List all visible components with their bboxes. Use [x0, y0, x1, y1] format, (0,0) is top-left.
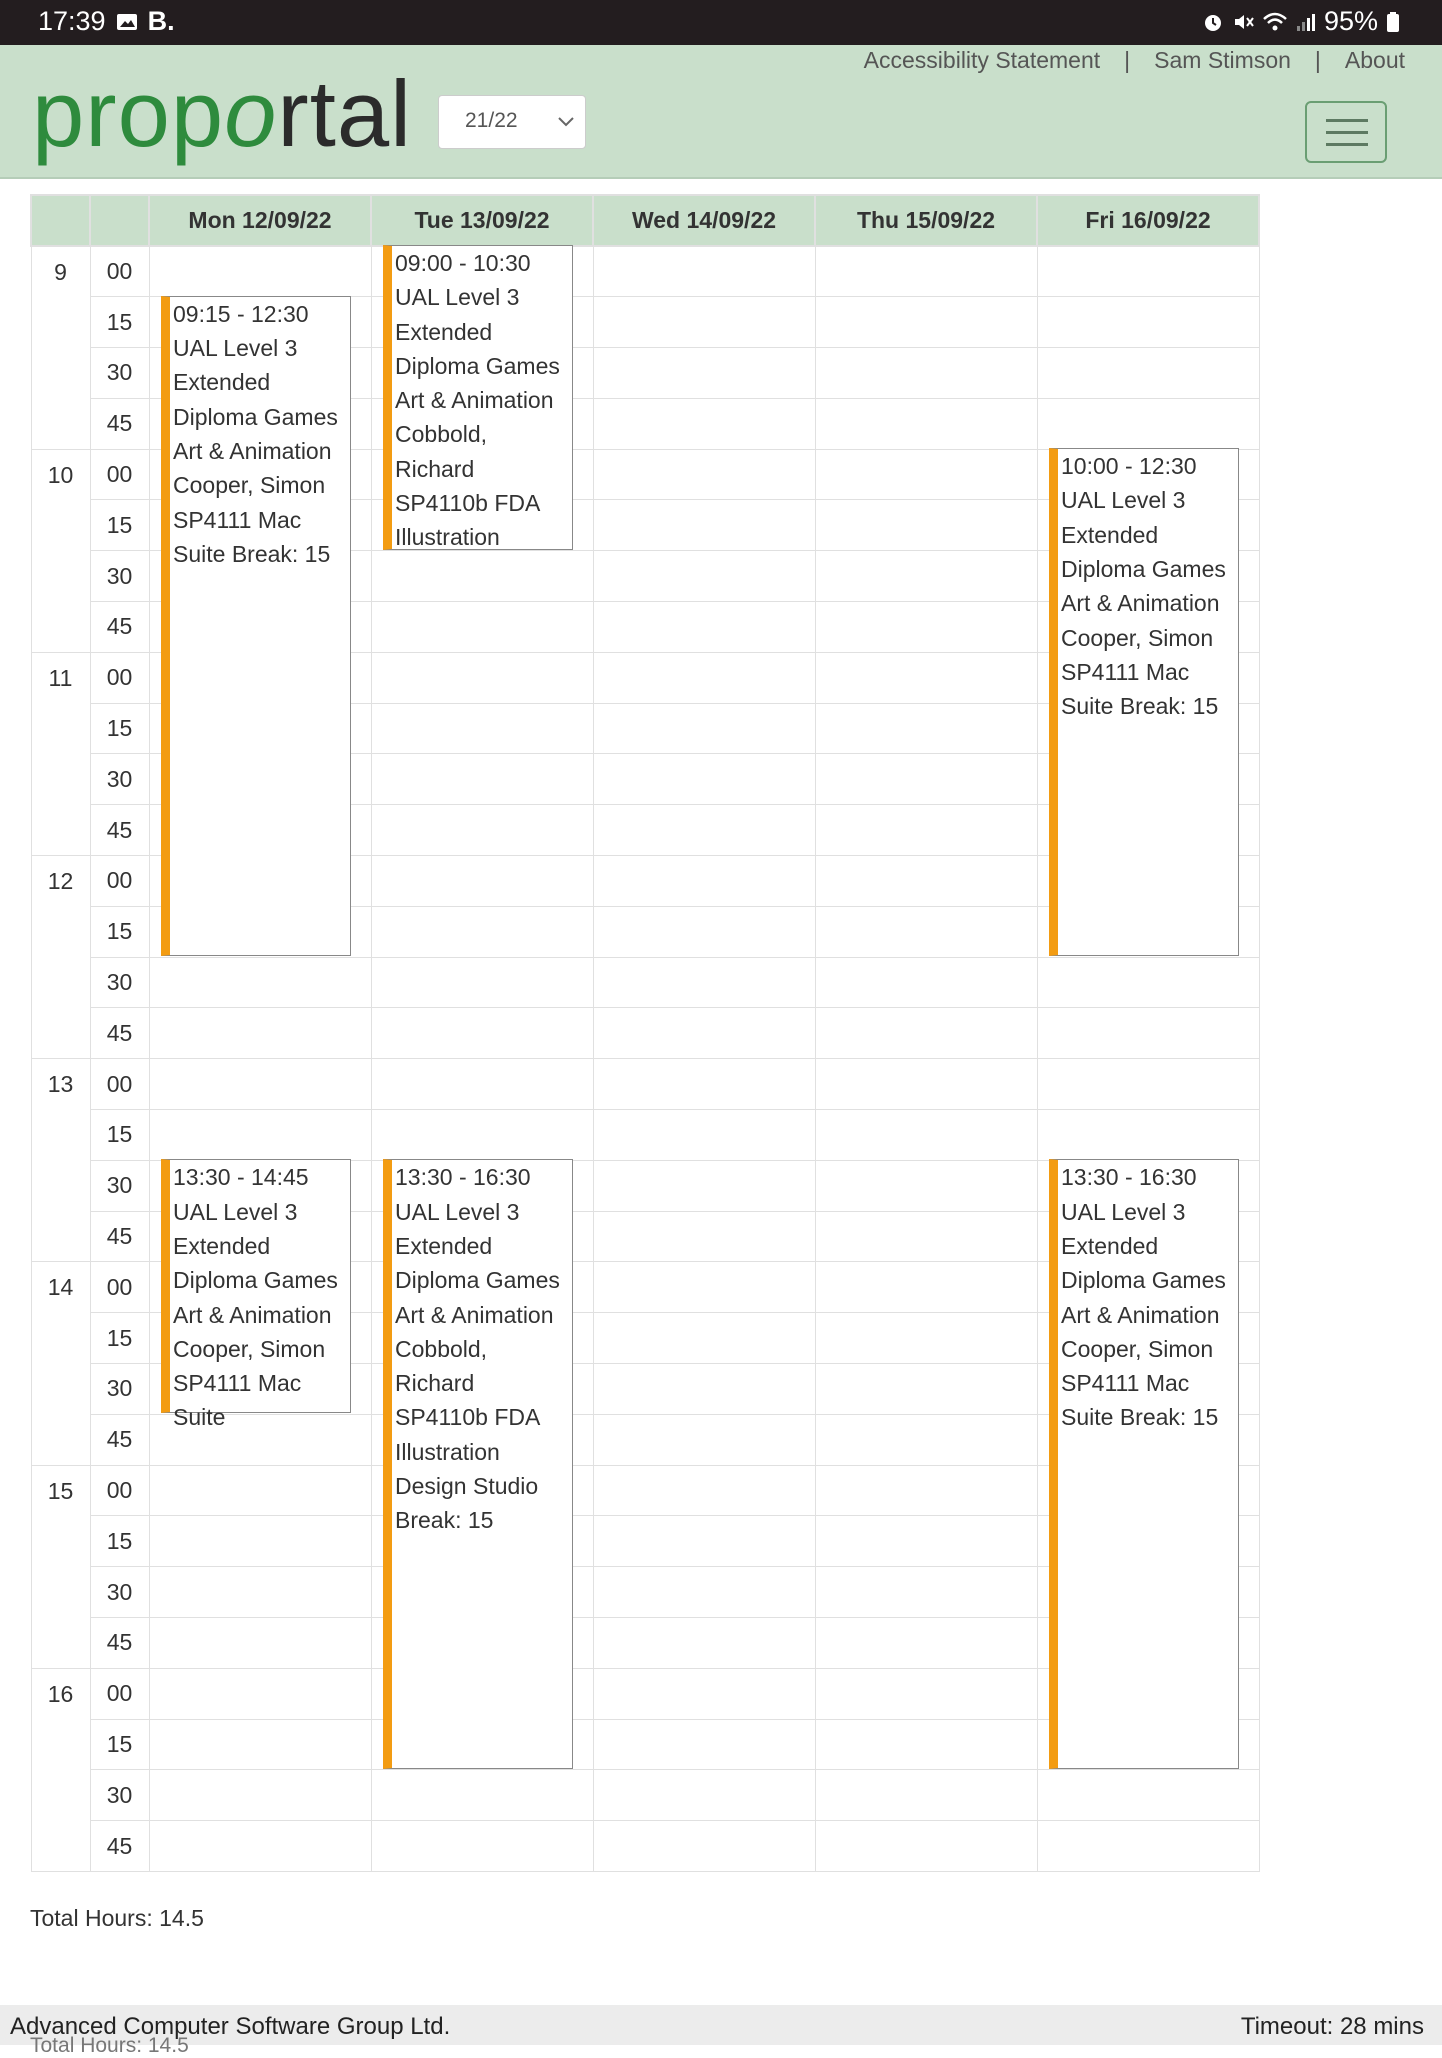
slot-cell[interactable] [593, 246, 815, 297]
minute-label: 00 [90, 652, 149, 703]
slot-cell[interactable] [815, 1618, 1037, 1669]
minute-label: 00 [90, 1465, 149, 1516]
minute-label: 00 [90, 1059, 149, 1110]
slot-cell[interactable] [593, 1414, 815, 1465]
mute-icon [1232, 11, 1254, 33]
accessibility-link[interactable]: Accessibility Statement [863, 47, 1101, 73]
slot-cell[interactable] [815, 652, 1037, 703]
slot-cell[interactable] [593, 1719, 815, 1770]
slot-cell[interactable] [593, 703, 815, 754]
corner-cell [90, 195, 149, 246]
timetable-event[interactable] [1049, 448, 1239, 956]
slot-cell[interactable] [371, 1110, 593, 1161]
minute-label: 00 [90, 856, 149, 907]
slot-cell[interactable] [149, 1770, 371, 1821]
minute-label: 30 [90, 957, 149, 1008]
slot-cell[interactable] [815, 246, 1037, 297]
slot-cell[interactable] [149, 1059, 371, 1110]
event-detail: UAL Level 3 [173, 335, 298, 362]
event-time: 13:30 - 16:30 [395, 1164, 531, 1191]
wifi-icon [1262, 11, 1288, 33]
slot-cell[interactable] [593, 1160, 815, 1211]
slot-cell[interactable] [149, 1465, 371, 1516]
time-row [31, 1008, 1259, 1059]
event-detail: Richard [395, 455, 475, 482]
top-links [864, 47, 1405, 74]
event-detail: Design Studio [395, 1473, 539, 1500]
slot-cell[interactable] [593, 500, 815, 551]
minute-label: 30 [90, 1567, 149, 1618]
minute-label: 45 [90, 602, 149, 653]
event-detail: Extended [1061, 1232, 1159, 1259]
day-header: Wed 14/09/22 [593, 195, 815, 246]
slot-cell[interactable] [815, 1516, 1037, 1567]
time-row [31, 957, 1259, 1008]
event-time: 09:15 - 12:30 [173, 300, 309, 327]
minute-label: 30 [90, 1770, 149, 1821]
slot-cell[interactable] [149, 957, 371, 1008]
slot-cell[interactable] [593, 1059, 815, 1110]
slot-cell[interactable] [371, 1770, 593, 1821]
event-time: 13:30 - 16:30 [1061, 1164, 1197, 1191]
signal-icon [1296, 12, 1316, 32]
slot-cell[interactable] [815, 1211, 1037, 1262]
minute-label: 15 [90, 906, 149, 957]
event-detail: UAL Level 3 [395, 284, 520, 311]
event-detail: Art & Animation [173, 1301, 332, 1328]
slot-cell[interactable] [1037, 957, 1259, 1008]
minute-label: 45 [90, 1821, 149, 1872]
event-detail: UAL Level 3 [1061, 1198, 1186, 1225]
event-detail: Diploma Games [1061, 1267, 1226, 1294]
event-detail: Art & Animation [395, 1301, 554, 1328]
slot-cell[interactable] [815, 1719, 1037, 1770]
event-detail: Art & Animation [1061, 590, 1220, 617]
slot-cell[interactable] [815, 1059, 1037, 1110]
day-header: Fri 16/09/22 [1037, 195, 1259, 246]
slot-cell[interactable] [593, 1618, 815, 1669]
event-detail: Illustration [395, 1438, 500, 1465]
timetable-event[interactable] [161, 1159, 351, 1431]
event-detail: SP4110b FDA [395, 490, 541, 517]
slot-cell[interactable] [815, 1770, 1037, 1821]
slot-cell[interactable] [371, 1008, 593, 1059]
event-detail: Art & Animation [1061, 1301, 1220, 1328]
day-header: Mon 12/09/22 [149, 195, 371, 246]
slot-cell[interactable] [593, 1770, 815, 1821]
slot-cell[interactable] [593, 1211, 815, 1262]
slot-cell[interactable] [815, 906, 1037, 957]
time-row [31, 246, 1259, 297]
minute-label: 15 [90, 1516, 149, 1567]
slot-cell[interactable] [593, 906, 815, 957]
slot-cell[interactable] [593, 398, 815, 449]
event-time: 13:30 - 14:45 [173, 1164, 309, 1191]
slot-cell[interactable] [815, 500, 1037, 551]
slot-cell[interactable] [593, 1008, 815, 1059]
slot-cell[interactable] [815, 1364, 1037, 1415]
slot-cell[interactable] [1037, 348, 1259, 399]
proportal-logo[interactable]: proportal [32, 61, 413, 166]
slot-cell[interactable] [815, 348, 1037, 399]
slot-cell[interactable] [1037, 297, 1259, 348]
event-detail: Suite Break: 15 [173, 540, 331, 567]
slot-cell[interactable] [1037, 1008, 1259, 1059]
slot-cell[interactable] [1037, 1059, 1259, 1110]
slot-cell[interactable] [593, 805, 815, 856]
event-detail: Cooper, Simon [1061, 624, 1214, 651]
minute-label: 30 [90, 754, 149, 805]
slot-cell[interactable] [149, 1110, 371, 1161]
event-detail: Illustration [395, 524, 500, 551]
slot-cell[interactable] [815, 805, 1037, 856]
day-header: Thu 15/09/22 [815, 195, 1037, 246]
slot-cell[interactable] [1037, 246, 1259, 297]
slot-cell[interactable] [593, 1821, 815, 1872]
slot-cell[interactable] [815, 398, 1037, 449]
minute-label: 45 [90, 398, 149, 449]
year-select[interactable] [438, 95, 586, 149]
year-select-value: 21/22 [465, 109, 518, 132]
event-detail: Break: 15 [395, 1507, 494, 1534]
slot-cell[interactable] [815, 297, 1037, 348]
slot-cell[interactable] [815, 1160, 1037, 1211]
minute-label: 15 [90, 500, 149, 551]
event-detail: UAL Level 3 [1061, 487, 1186, 514]
slot-cell[interactable] [593, 1668, 815, 1719]
slot-cell[interactable] [815, 1465, 1037, 1516]
event-detail: Suite [173, 1404, 226, 1431]
slot-cell[interactable] [593, 1313, 815, 1364]
slot-cell[interactable] [593, 856, 815, 907]
timetable-event[interactable] [161, 296, 351, 956]
chevron-down-icon [557, 106, 575, 134]
session-timeout: Timeout: 28 mins [1240, 2013, 1424, 2040]
time-row [31, 1059, 1259, 1110]
b-icon: B. [147, 6, 175, 36]
event-detail: Cooper, Simon [173, 472, 326, 499]
slot-cell[interactable] [815, 602, 1037, 653]
minute-label: 45 [90, 1414, 149, 1465]
user-name-link[interactable]: Sam Stimson [1154, 47, 1291, 73]
hour-label: 10 [31, 449, 90, 652]
slot-cell[interactable] [371, 551, 593, 602]
battery-level: 95% [1323, 6, 1378, 36]
minute-label: 45 [90, 1008, 149, 1059]
status-bar [0, 0, 1442, 45]
event-detail: Richard [395, 1370, 475, 1397]
slot-cell[interactable] [815, 754, 1037, 805]
slot-cell[interactable] [815, 449, 1037, 500]
minute-label: 45 [90, 1211, 149, 1262]
app-header [0, 45, 1442, 179]
hour-label: 12 [31, 856, 90, 1059]
event-detail: SP4111 Mac [1061, 658, 1190, 685]
link-separator: | [1314, 47, 1321, 73]
event-detail: Cooper, Simon [173, 1335, 326, 1362]
slot-cell[interactable] [371, 703, 593, 754]
event-time: 10:00 - 12:30 [1061, 453, 1197, 480]
company-name: Advanced Computer Software Group Ltd. [10, 2013, 451, 2040]
slot-cell[interactable] [371, 754, 593, 805]
timetable-event[interactable] [383, 245, 573, 550]
timetable-event[interactable] [383, 1159, 573, 1769]
status-time: 17:39 [38, 6, 106, 36]
minute-label: 00 [90, 1668, 149, 1719]
slot-cell[interactable] [371, 805, 593, 856]
event-detail: Diploma Games [1061, 556, 1226, 583]
slot-cell[interactable] [815, 1414, 1037, 1465]
slot-cell[interactable] [149, 1821, 371, 1872]
event-detail: Suite Break: 15 [1061, 1404, 1219, 1431]
corner-cell [31, 195, 90, 246]
slot-cell[interactable] [593, 1465, 815, 1516]
event-detail: Diploma Games [173, 403, 338, 430]
footer [0, 2005, 1442, 2045]
slot-cell[interactable] [371, 906, 593, 957]
event-detail: UAL Level 3 [173, 1198, 298, 1225]
about-link[interactable]: About [1344, 47, 1405, 73]
time-row [31, 1770, 1259, 1821]
time-row [31, 1110, 1259, 1161]
slot-cell[interactable] [1037, 1770, 1259, 1821]
slot-cell[interactable] [815, 1313, 1037, 1364]
slot-cell[interactable] [593, 551, 815, 602]
slot-cell[interactable] [149, 1719, 371, 1770]
slot-cell[interactable] [149, 246, 371, 297]
slot-cell[interactable] [371, 856, 593, 907]
slot-cell[interactable] [593, 1262, 815, 1313]
slot-cell[interactable] [593, 754, 815, 805]
slot-cell[interactable] [149, 1618, 371, 1669]
event-detail: Cobbold, [395, 1335, 488, 1362]
slot-cell[interactable] [815, 957, 1037, 1008]
gallery-icon [116, 12, 138, 32]
minute-label: 00 [90, 246, 149, 297]
minute-label: 00 [90, 449, 149, 500]
slot-cell[interactable] [593, 602, 815, 653]
slot-cell[interactable] [1037, 398, 1259, 449]
event-detail: Art & Animation [173, 437, 332, 464]
slot-cell[interactable] [371, 1821, 593, 1872]
slot-cell[interactable] [149, 1668, 371, 1719]
slot-cell[interactable] [149, 1567, 371, 1618]
slot-cell[interactable] [371, 602, 593, 653]
slot-cell[interactable] [593, 652, 815, 703]
total-hours-overlap: Total Hours: 14.5 [30, 2034, 189, 2057]
event-detail: Cobbold, [395, 421, 488, 448]
event-detail: Diploma Games [173, 1267, 338, 1294]
time-row [31, 1821, 1259, 1872]
slot-cell[interactable] [1037, 1110, 1259, 1161]
menu-button[interactable] [1305, 101, 1387, 163]
hour-label: 13 [31, 1059, 90, 1262]
slot-cell[interactable] [815, 1262, 1037, 1313]
slot-cell[interactable] [371, 652, 593, 703]
slot-cell[interactable] [593, 348, 815, 399]
hour-label: 9 [31, 246, 90, 449]
timetable-event[interactable] [1049, 1159, 1239, 1769]
event-detail: Extended [395, 318, 493, 345]
event-detail: Extended [173, 1232, 271, 1259]
event-detail: Cooper, Simon [1061, 1335, 1214, 1362]
minute-label: 00 [90, 1262, 149, 1313]
link-separator: | [1124, 47, 1131, 73]
slot-cell[interactable] [593, 1516, 815, 1567]
event-detail: SP4111 Mac [173, 1370, 302, 1397]
event-detail: Extended [1061, 521, 1159, 548]
menu-icon [1326, 119, 1368, 122]
hour-label: 16 [31, 1668, 90, 1871]
event-detail: Art & Animation [395, 387, 554, 414]
slot-cell[interactable] [815, 856, 1037, 907]
minute-label: 30 [90, 348, 149, 399]
event-detail: Diploma Games [395, 1267, 560, 1294]
hour-label: 14 [31, 1262, 90, 1465]
event-detail: SP4111 Mac [1061, 1370, 1190, 1397]
minute-label: 15 [90, 297, 149, 348]
minute-label: 30 [90, 1364, 149, 1415]
minute-label: 15 [90, 1719, 149, 1770]
battery-icon [1386, 11, 1400, 33]
event-detail: Extended [173, 369, 271, 396]
slot-cell[interactable] [593, 297, 815, 348]
event-detail: Diploma Games [395, 352, 560, 379]
total-hours: Total Hours: 14.5 [30, 1905, 204, 1931]
slot-cell[interactable] [593, 1364, 815, 1415]
minute-label: 15 [90, 1313, 149, 1364]
minute-label: 15 [90, 1110, 149, 1161]
minute-label: 15 [90, 703, 149, 754]
slot-cell[interactable] [593, 449, 815, 500]
minute-label: 30 [90, 551, 149, 602]
minute-label: 30 [90, 1160, 149, 1211]
timetable-header-row [31, 195, 1259, 246]
slot-cell[interactable] [593, 1567, 815, 1618]
slot-cell[interactable] [371, 957, 593, 1008]
slot-cell[interactable] [815, 1668, 1037, 1719]
minute-label: 45 [90, 1618, 149, 1669]
event-detail: UAL Level 3 [395, 1198, 520, 1225]
hour-label: 15 [31, 1465, 90, 1668]
minute-label: 45 [90, 805, 149, 856]
slot-cell[interactable] [815, 1567, 1037, 1618]
event-time: 09:00 - 10:30 [395, 250, 531, 276]
slot-cell[interactable] [149, 1008, 371, 1059]
slot-cell[interactable] [815, 1821, 1037, 1872]
slot-cell[interactable] [815, 1110, 1037, 1161]
event-detail: Suite Break: 15 [1061, 693, 1219, 720]
day-header: Tue 13/09/22 [371, 195, 593, 246]
event-detail: Extended [395, 1232, 493, 1259]
slot-cell[interactable] [815, 1008, 1037, 1059]
slot-cell[interactable] [593, 1110, 815, 1161]
slot-cell[interactable] [815, 551, 1037, 602]
event-detail: SP4110b FDA [395, 1404, 541, 1431]
slot-cell[interactable] [149, 1516, 371, 1567]
event-detail: SP4111 Mac [173, 506, 302, 533]
slot-cell[interactable] [593, 957, 815, 1008]
hour-label: 11 [31, 652, 90, 855]
slot-cell[interactable] [371, 1059, 593, 1110]
slot-cell[interactable] [815, 703, 1037, 754]
slot-cell[interactable] [1037, 1821, 1259, 1872]
alarm-icon [1202, 11, 1224, 33]
